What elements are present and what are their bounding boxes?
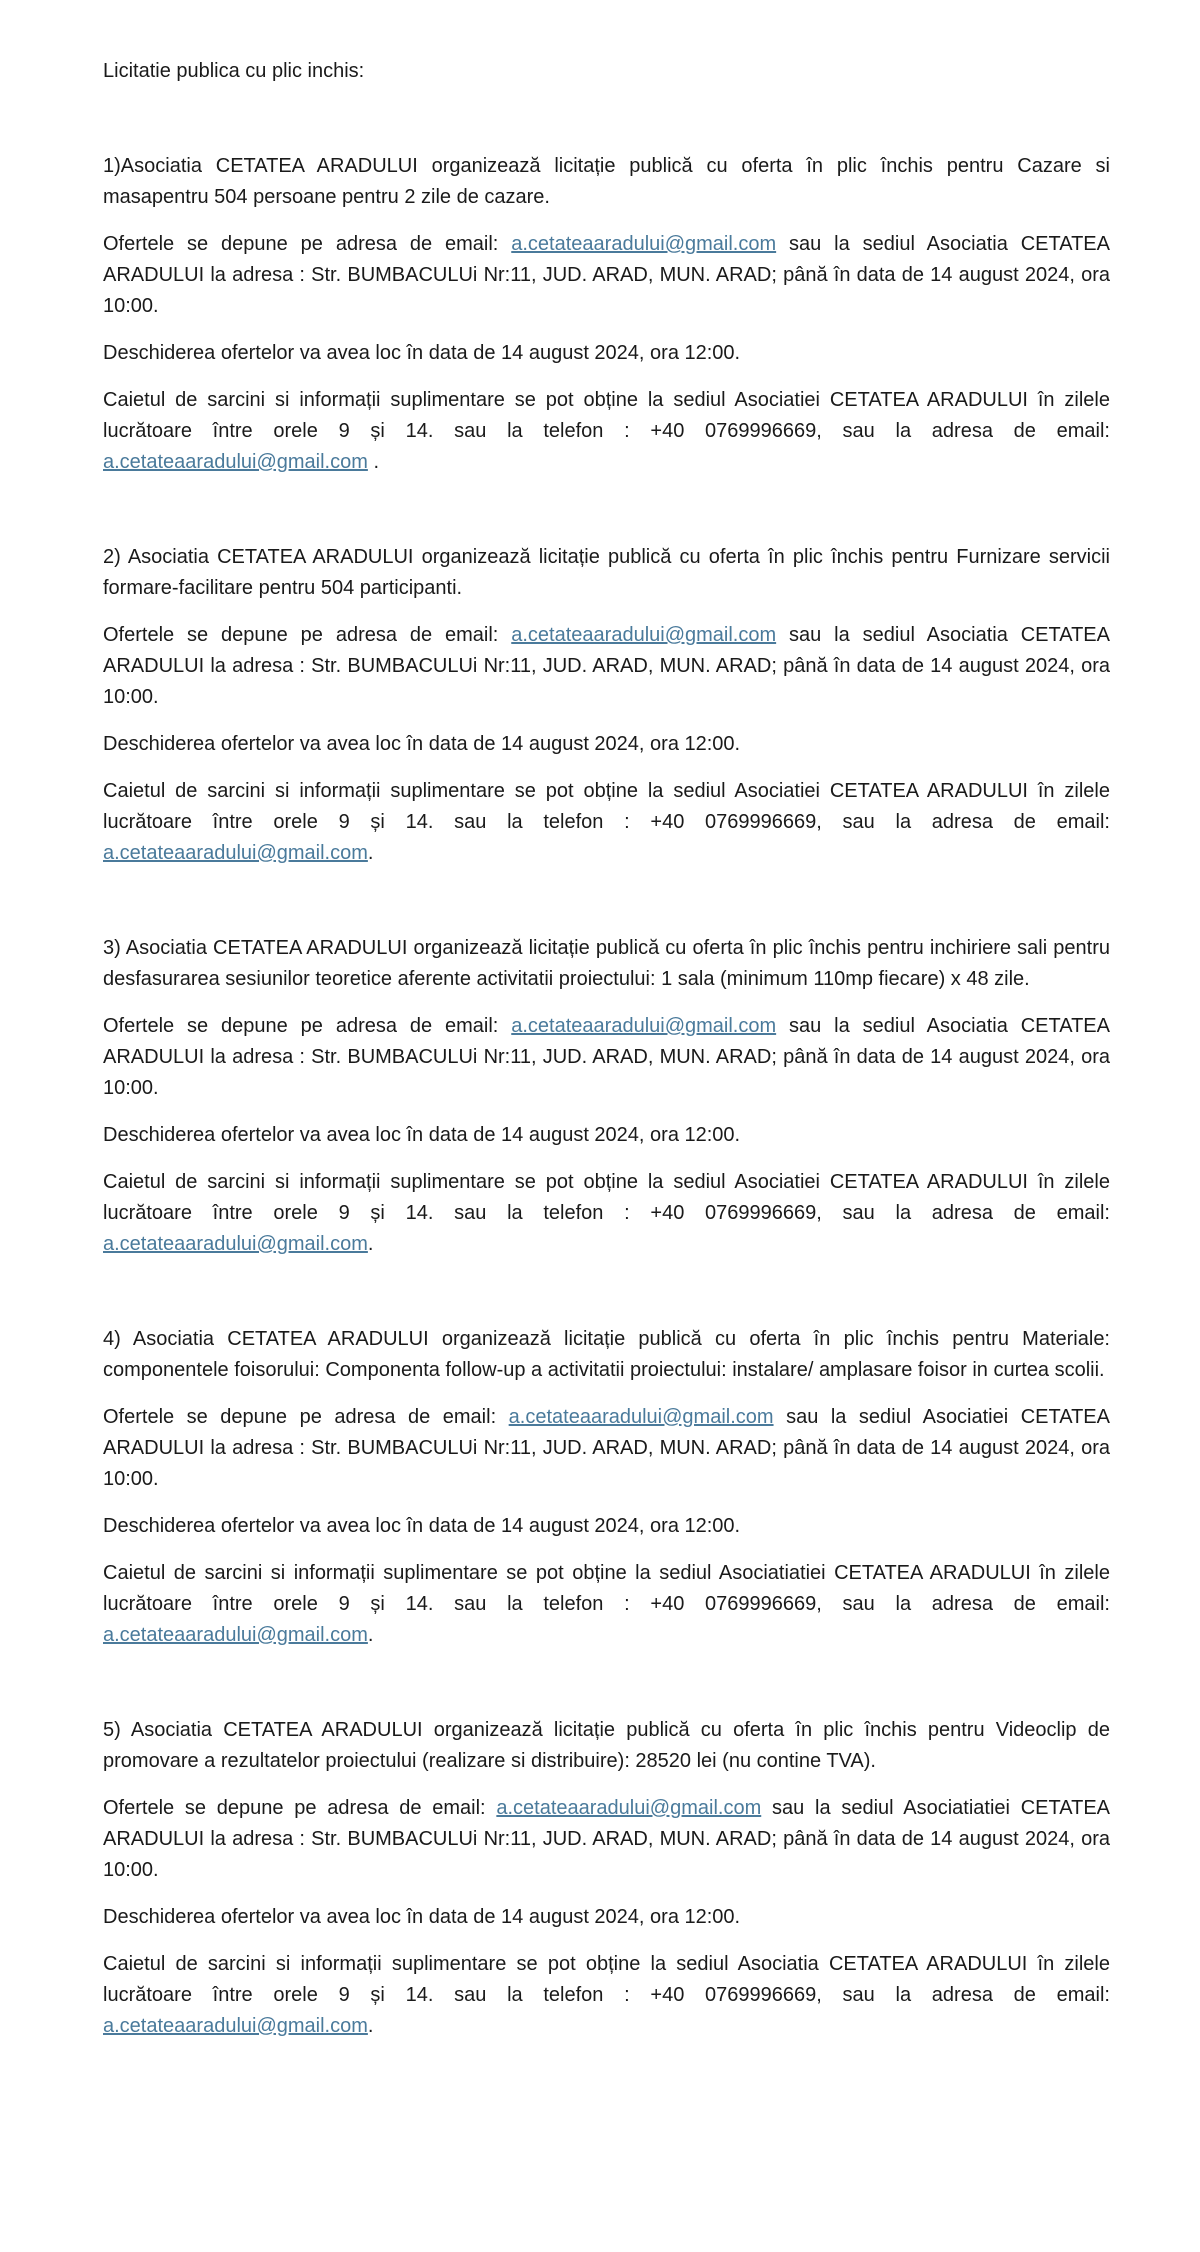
specs-text: Caietul de sarcini si informații suplimentare se pot obține la sediul Asociatiei CETATEA ARADULUI în zilele lucrătoare între orele 9 și 14. sau la telefon : +40 0769996669, sau la adresa de email: bbox=[103, 780, 1110, 833]
offers-text: Ofertele se depune pe adresa de email: bbox=[103, 233, 512, 255]
specs-end-text: . bbox=[367, 842, 374, 864]
opening-paragraph: Deschiderea ofertelor va avea loc în data de 14 august 2024, ora 12:00. bbox=[103, 733, 741, 755]
specs-text: Caietul de sarcini si informații suplimentare se pot obține la sediul Asociatiei CETATEA ARADULUI în zilele lucrătoare între orele 9 și 14. sau la telefon : +40 0769996669, sau la adresa de email: bbox=[103, 389, 1110, 442]
tender-section-3 bbox=[103, 933, 1110, 1260]
offers-paragraph bbox=[103, 620, 1110, 713]
offers-paragraph bbox=[103, 1402, 1110, 1495]
offers-text: Ofertele se depune pe adresa de email: bbox=[103, 624, 512, 646]
email-link[interactable]: a.cetateaaradului@gmail.com bbox=[511, 233, 777, 255]
specs-text: Caietul de sarcini si informații suplimentare se pot obține la sediul Asociatia CETATEA ARADULUI în zilele lucrătoare între orele 9 și 14. sau la telefon : +40 0769996669, sau la adresa de email: bbox=[103, 1953, 1110, 2006]
specs-text: Caietul de sarcini si informații suplimentare se pot obține la sediul Asociatiatiei CETATEA ARADULUI în zilele lucrătoare între orele 9 și 14. sau la telefon : +40 0769996669, sau la adresa de email: bbox=[103, 1562, 1110, 1615]
offers-address-text: sau la sediul Asociatiei CETATEA ARADULUI la adresa : Str. BUMBACULUi Nr:11, JUD. ARAD, MUN. ARAD; până în data de 14 august 2024, ora 10:00. bbox=[103, 1406, 1110, 1490]
specs-end-text: . bbox=[367, 1624, 374, 1646]
specs-end-text: . bbox=[367, 451, 380, 473]
offers-paragraph bbox=[103, 229, 1110, 322]
tender-heading: 2) Asociatia CETATEA ARADULUI organizează licitație publică cu oferta în plic închis pentru Furnizare servicii formare-facilitare pentru 504 participanti. bbox=[103, 546, 1110, 599]
opening-paragraph: Deschiderea ofertelor va avea loc în data de 14 august 2024, ora 12:00. bbox=[103, 342, 741, 364]
specs-paragraph bbox=[103, 1167, 1110, 1260]
document-title: Licitatie publica cu plic inchis: bbox=[103, 60, 365, 82]
email-link[interactable]: a.cetateaaradului@gmail.com bbox=[103, 842, 368, 864]
opening-paragraph: Deschiderea ofertelor va avea loc în data de 14 august 2024, ora 12:00. bbox=[103, 1124, 741, 1146]
tender-section-4 bbox=[103, 1324, 1110, 1651]
offers-text: Ofertele se depune pe adresa de email: bbox=[103, 1797, 497, 1819]
specs-paragraph bbox=[103, 1949, 1110, 2042]
email-link[interactable]: a.cetateaaradului@gmail.com bbox=[103, 1233, 368, 1255]
email-link[interactable]: a.cetateaaradului@gmail.com bbox=[508, 1406, 774, 1428]
tender-heading: 4) Asociatia CETATEA ARADULUI organizează licitație publică cu oferta în plic închis pentru Materiale: componentele foisorului: Componenta follow-up a activitatii proiectului: instalare/ amplasare foisor in curtea scolii. bbox=[103, 1328, 1110, 1381]
email-link[interactable]: a.cetateaaradului@gmail.com bbox=[103, 2015, 368, 2037]
opening-paragraph: Deschiderea ofertelor va avea loc în data de 14 august 2024, ora 12:00. bbox=[103, 1515, 741, 1537]
tender-section-2 bbox=[103, 542, 1110, 869]
offers-address-text: sau la sediul Asociatiatiei CETATEA ARADULUI la adresa : Str. BUMBACULUi Nr:11, JUD. ARAD, MUN. ARAD; până în data de 14 august 2024, ora 10:00. bbox=[103, 1797, 1110, 1881]
specs-end-text: . bbox=[367, 2015, 374, 2037]
specs-paragraph bbox=[103, 385, 1110, 478]
tender-heading: 1)Asociatia CETATEA ARADULUI organizează licitație publică cu oferta în plic închis pentru Cazare si masapentru 504 persoane pentru 2 zile de cazare. bbox=[103, 155, 1110, 208]
email-link[interactable]: a.cetateaaradului@gmail.com bbox=[496, 1797, 762, 1819]
specs-paragraph bbox=[103, 1558, 1110, 1651]
specs-end-text: . bbox=[367, 1233, 374, 1255]
tender-heading: 5) Asociatia CETATEA ARADULUI organizează licitație publică cu oferta în plic închis pentru Videoclip de promovare a rezultatelor proiectului (realizare si distribuire): 28520 lei (nu contine TVA). bbox=[103, 1719, 1110, 1772]
offers-paragraph bbox=[103, 1011, 1110, 1104]
email-link[interactable]: a.cetateaaradului@gmail.com bbox=[511, 1015, 777, 1037]
offers-text: Ofertele se depune pe adresa de email: bbox=[103, 1406, 509, 1428]
specs-paragraph bbox=[103, 776, 1110, 869]
tender-section-1 bbox=[103, 151, 1110, 478]
email-link[interactable]: a.cetateaaradului@gmail.com bbox=[511, 624, 777, 646]
tender-heading: 3) Asociatia CETATEA ARADULUI organizează licitație publică cu oferta în plic închis pentru inchiriere sali pentru desfasurarea sesiunilor teoretice aferente activitatii proiectului: 1 sala (minimum 110mp fiecare) x 48 zile. bbox=[103, 937, 1110, 990]
document-page bbox=[103, 56, 1110, 2042]
email-link[interactable]: a.cetateaaradului@gmail.com bbox=[103, 1624, 368, 1646]
opening-paragraph: Deschiderea ofertelor va avea loc în data de 14 august 2024, ora 12:00. bbox=[103, 1906, 741, 1928]
offers-paragraph bbox=[103, 1793, 1110, 1886]
email-link[interactable]: a.cetateaaradului@gmail.com bbox=[103, 451, 368, 473]
offers-text: Ofertele se depune pe adresa de email: bbox=[103, 1015, 512, 1037]
tender-section-5 bbox=[103, 1715, 1110, 2042]
specs-text: Caietul de sarcini si informații suplimentare se pot obține la sediul Asociatiei CETATEA ARADULUI în zilele lucrătoare între orele 9 și 14. sau la telefon : +40 0769996669, sau la adresa de email: bbox=[103, 1171, 1110, 1224]
offers-address-text: sau la sediul Asociatia CETATEA ARADULUI la adresa : Str. BUMBACULUi Nr:11, JUD. ARAD, MUN. ARAD; până în data de 14 august 2024, ora 10:00. bbox=[103, 233, 1110, 317]
offers-address-text: sau la sediul Asociatia CETATEA ARADULUI la adresa : Str. BUMBACULUi Nr:11, JUD. ARAD, MUN. ARAD; până în data de 14 august 2024, ora 10:00. bbox=[103, 624, 1110, 708]
offers-address-text: sau la sediul Asociatia CETATEA ARADULUI la adresa : Str. BUMBACULUi Nr:11, JUD. ARAD, MUN. ARAD; până în data de 14 august 2024, ora 10:00. bbox=[103, 1015, 1110, 1099]
